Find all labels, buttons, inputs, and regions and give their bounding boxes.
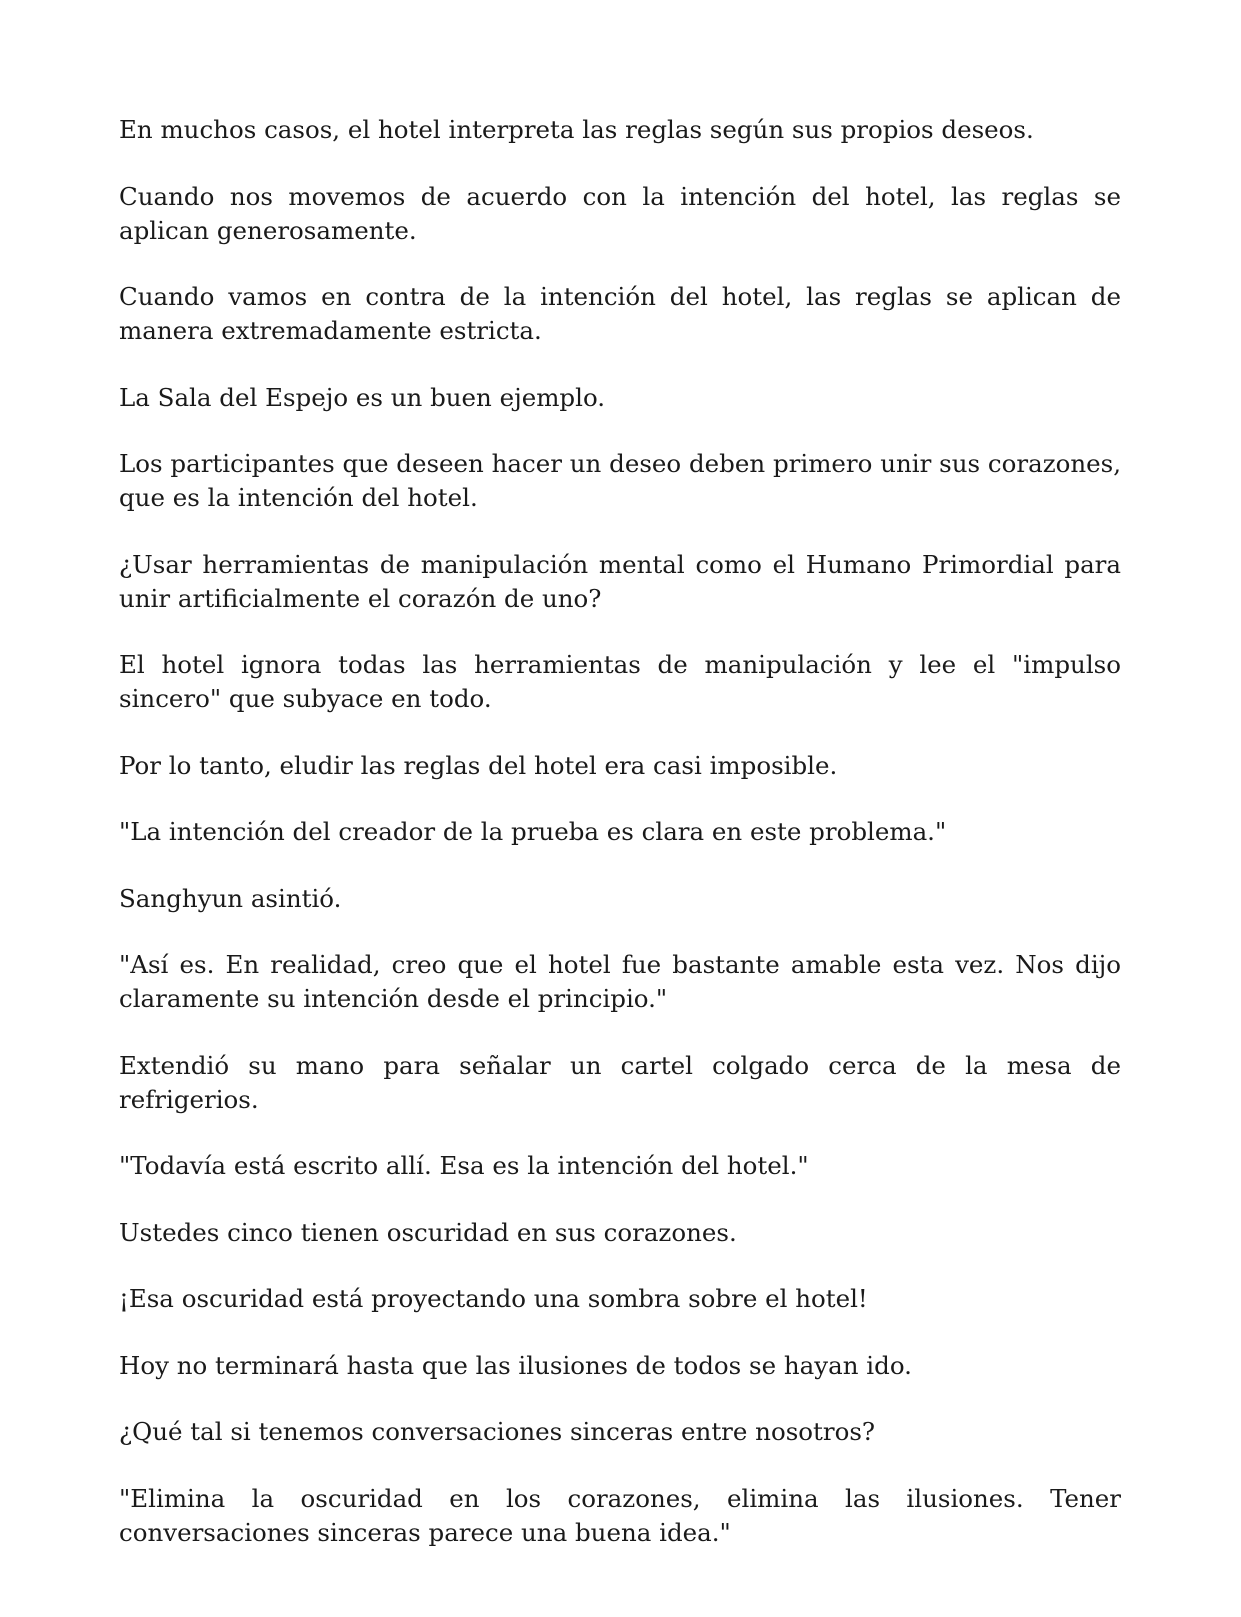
paragraph-6: ¿Usar herramientas de manipulación mental como el Humano Primordial para unir artificialmente el corazón de uno? xyxy=(119,549,1121,613)
paragraph-3: Cuando vamos en contra de la intención del hotel, las reglas se aplican de manera extremadamente estricta. xyxy=(119,282,1121,345)
paragraph-14: Ustedes cinco tienen oscuridad en sus corazones. xyxy=(119,1217,737,1247)
paragraph-2: Cuando nos movemos de acuerdo con la intención del hotel, las reglas se aplican generosamente. xyxy=(119,181,1121,245)
paragraph-18: "Elimina la oscuridad en los corazones, elimina las ilusiones. Tener conversaciones sinceras parece una buena idea." xyxy=(119,1483,1121,1547)
paragraph-8: Por lo tanto, eludir las reglas del hotel era casi imposible. xyxy=(119,750,838,780)
paragraph-11: "Así es. En realidad, creo que el hotel fue bastante amable esta vez. Nos dijo claramente su intención desde el principio." xyxy=(119,950,1121,1013)
paragraph-12: Extendió su mano para señalar un cartel colgado cerca de la mesa de refrigerios. xyxy=(119,1050,1121,1114)
paragraph-17: ¿Qué tal si tenemos conversaciones sinceras entre nosotros? xyxy=(119,1417,876,1446)
paragraph-5: Los participantes que deseen hacer un deseo deben primero unir sus corazones, que es la intención del hotel. xyxy=(119,449,1121,512)
paragraph-4: La Sala del Espejo es un buen ejemplo. xyxy=(119,382,606,412)
document-page xyxy=(119,113,1121,1582)
paragraph-7: El hotel ignora todas las herramientas de manipulación y lee el "impulso sincero" que subyace en todo. xyxy=(119,650,1121,713)
paragraph-1: En muchos casos, el hotel interpreta las reglas según sus propios deseos. xyxy=(119,115,1034,144)
paragraph-9: "La intención del creador de la prueba es clara en este problema." xyxy=(119,817,947,846)
paragraph-16: Hoy no terminará hasta que las ilusiones de todos se hayan ido. xyxy=(119,1350,912,1380)
paragraph-15: ¡Esa oscuridad está proyectando una sombra sobre el hotel! xyxy=(119,1284,868,1313)
paragraph-13: "Todavía está escrito allí. Esa es la intención del hotel." xyxy=(119,1151,809,1180)
paragraph-10: Sanghyun asintió. xyxy=(119,883,342,913)
